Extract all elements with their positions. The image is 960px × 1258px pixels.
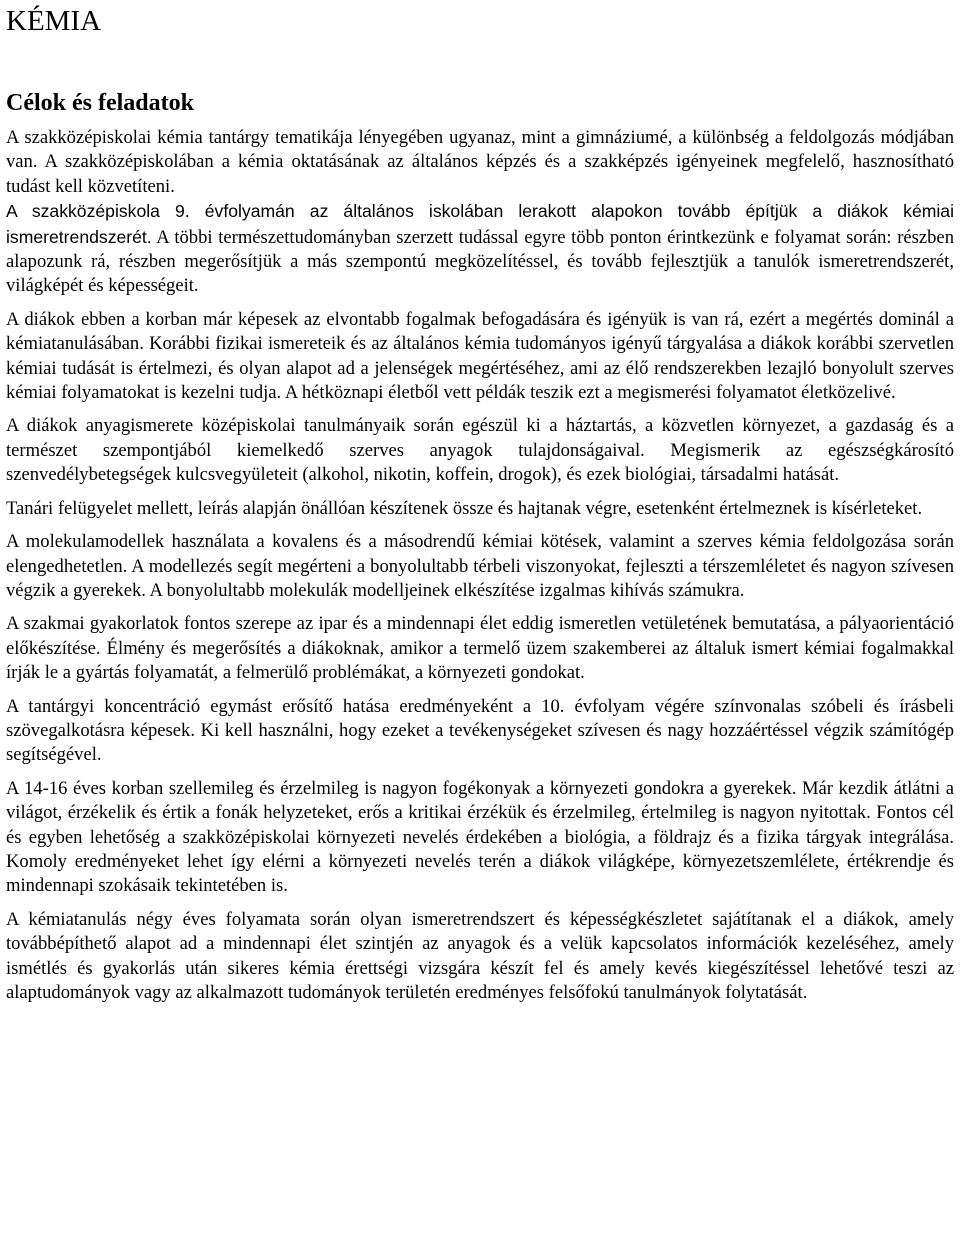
- paragraph: A szakmai gyakorlatok fontos szerepe az ipar és a mindennapi élet eddig ismeretlen vetületének bemutatása, a pályaorientáció előkészítése. Élmény és megerősítés a diákoknak, amikor a termelő üzem szakemberei az általuk ismert kémiai fogalmakkal írják le a gyártás folyamatát, a felmerülő problémákat, a környezeti gondokat.: [6, 613, 954, 684]
- paragraph: Tanári felügyelet mellett, leírás alapján önállóan készítenek össze és hajtanak végre, esetenként értelmeznek is kísérleteket.: [6, 497, 923, 519]
- paragraph: [6, 199, 954, 299]
- paragraph: A diákok ebben a korban már képesek az elvontabb fogalmak befogadására és igényük is van rá, ezért a megértés dominál a kémiatanulásában. Korábbi fizikai ismereteik és az általános kémia tudományos igényű tárgyalása a diákok korábbi szervetlen kémiai tudását is értelmezi, és olyan alapot ad a jelenségek megértéséhez, ami az élő rendszerekben lezajló bonyolult szerves kémiai folyamatokat is kezelni tudja. A hétköznapi életből vett példák teszik ezt a megismerési folyamatot életközelivé.: [6, 308, 954, 404]
- section-heading: Célok és feladatok: [6, 90, 194, 116]
- paragraph: A tantárgyi koncentráció egymást erősítő hatása eredményeként a 10. évfolyam végére színvonalas szóbeli és írásbeli szövegalkotásra képesek. Ki kell használni, hogy ezeket a tevékenységeket szívesen és nagy hozzáértéssel végzik számítógép segítségével.: [6, 695, 954, 766]
- paragraph: A 14-16 éves korban szellemileg és érzelmileg is nagyon fogékonyak a környezeti gondokra a gyerekek. Már kezdik átlátni a világot, érzékelik és értik a fonák helyzeteket, erős a kritikai érzékük és érzelmileg, értelmileg is nagyon nyitottak. Fontos cél és egyben lehetőség a szakközépiskolai környezeti nevelés érdekében a biológia, a földrajz és a fizika tárgyak integrálása. Komoly eredményeket lehet így elérni a környezeti nevelés terén a diákok világképe, környezetszemlélete, értékrendje és mindennapi szokásaik tekintetében is.: [6, 777, 954, 897]
- paragraph: A molekulamodellek használata a kovalens és a másodrendű kémiai kötések, valamint a szerves kémia feldolgozása során elengedhetetlen. A modellezés segít megérteni a bonyolultabb térbeli viszonyokat, fejleszti a térszemléletet és nagyon szívesen végzik a gyerekek. A bonyolultabb molekulák modelljeinek elkészítése izgalmas kihívás számukra.: [6, 531, 954, 601]
- document-body: [6, 126, 954, 1005]
- paragraph: A szakközépiskolai kémia tantárgy tematikája lényegében ugyanaz, mint a gimnáziumé, a különbség a feldolgozás módjában van. A szakközépiskolában a kémia oktatásának az általános képzés és a szakképzés igényeinek megfelelő, hasznosítható tudást kell közvetíteni.: [6, 127, 954, 197]
- document-title: KÉMIA: [6, 5, 102, 37]
- paragraph-lead-text: A szakközépiskola 9. évfolyamán az általános iskolában lerakott alapokon tovább építjük a diákok kémiai ismeretrendszerét.: [6, 201, 954, 247]
- paragraph-continuation-text: A többi természettudományban szerzett tudással egyre több ponton érintkezünk e folyamat során: részben alapozunk rá, részben megerősítjük a más szempontú megközelítéssel, és tovább fejlesztjük a tanulók ismeretrendszerét, világképét és képességeit.: [6, 226, 954, 297]
- paragraph: A diákok anyagismerete középiskolai tanulmányaik során egészül ki a háztartás, a közvetlen környezet, a gazdaság és a természet szempontjából kiemelkedő szerves anyagok tulajdonságaival. Megismerik az egészségkárosító szenvedélybetegségek kulcsvegyületeit (alkohol, nikotin, koffein, drogok), és ezek biológiai, társadalmi hatását.: [6, 415, 954, 486]
- paragraph: A kémiatanulás négy éves folyamata során olyan ismeretrendszert és képességkészletet sajátítanak el a diákok, amely továbbépíthető alapot ad a mindennapi élet szintjén az anyagok és a velük kapcsolatos információk kezeléséhez, amely ismétlés és gyakorlás után sikeres kémia érettségi vizsgára készít fel és amely kevés kiegészítéssel lehetővé teszi az alaptudományok vagy az alkalmazott tudományok területén eredményes felsőfokú tanulmányok folytatását.: [6, 908, 954, 1003]
